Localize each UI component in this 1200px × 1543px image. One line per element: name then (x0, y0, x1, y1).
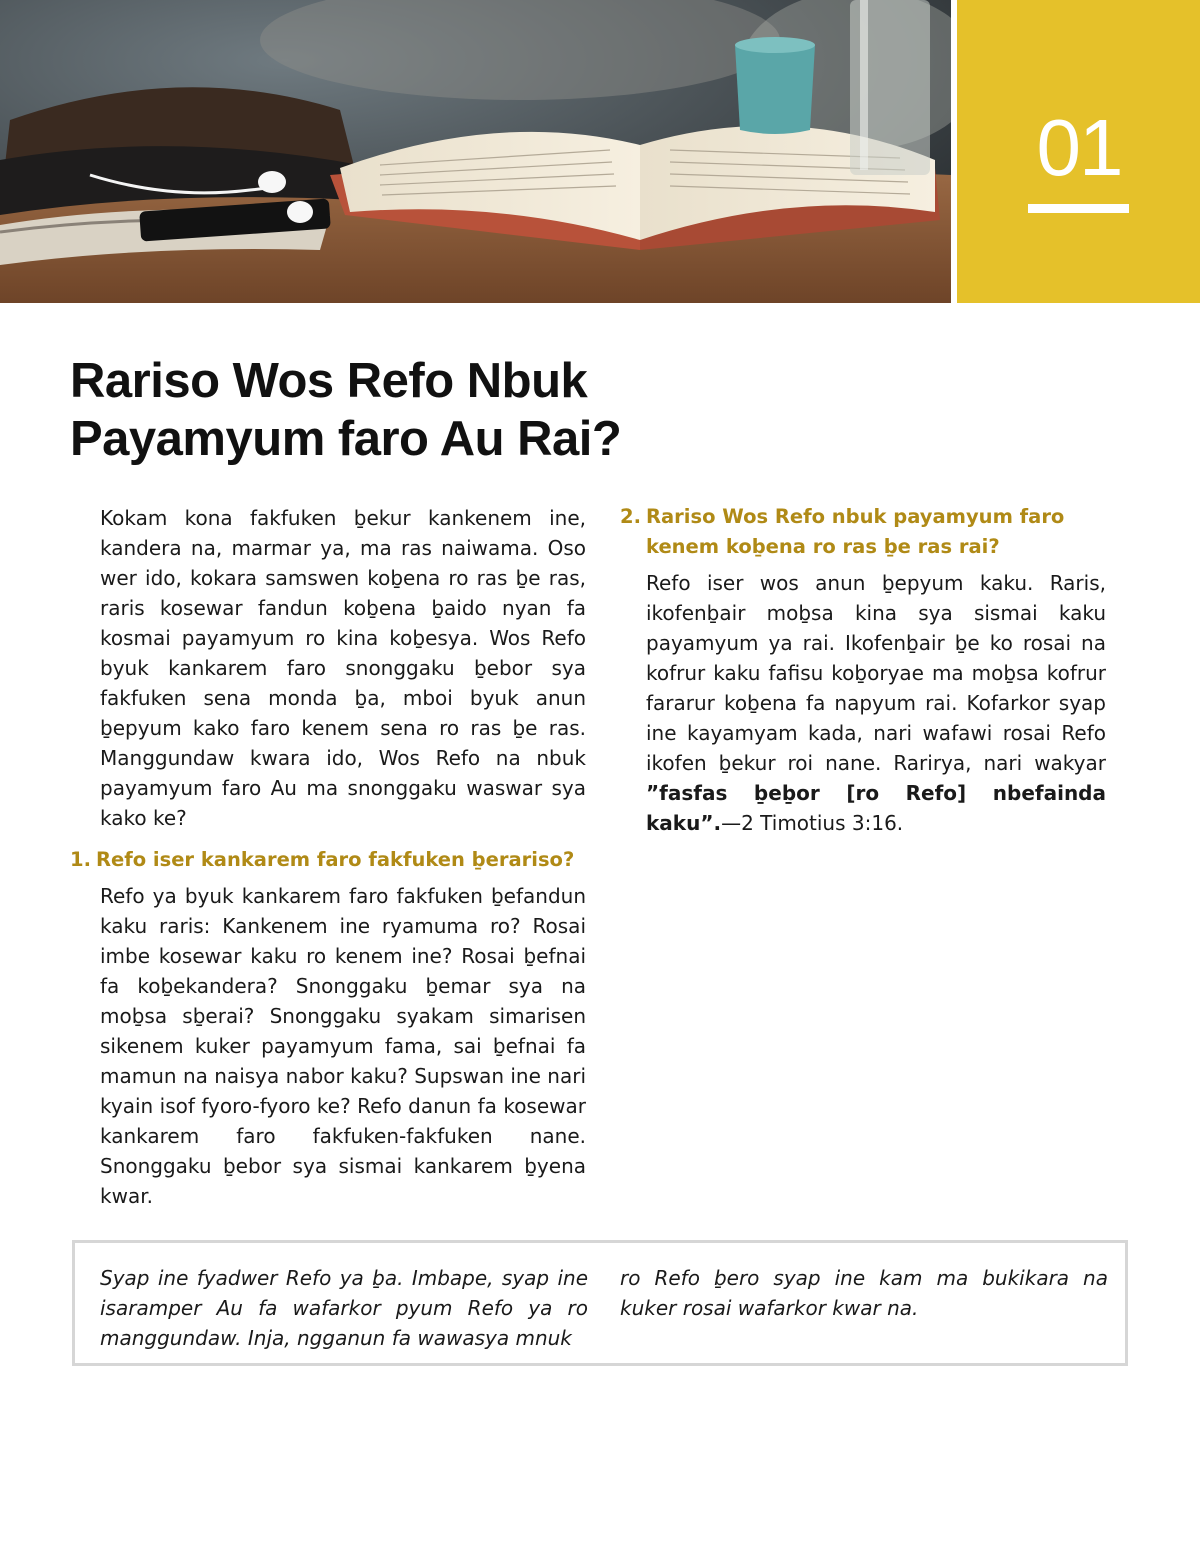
answer-2-text: Refo iser wos anun ḇepyum kaku. Raris, ikofenḇair moḇsa kina sya sismai kaku payamyum ya rai. Ikofenḇair ḇe ko rosai na kofrur kaku fafisu koḇoryae ma moḇsa kofrur fararur koḇena fa napyum rai. Kofarkor syap ine kayamyam kada, nari wafawi rosai Refo ikofen ḇekur roi nane. Rarirya, nari wakyar (646, 571, 1106, 775)
left-column (70, 503, 586, 1211)
question-2 (620, 502, 1106, 562)
bible-on-table-illustration (0, 0, 951, 303)
summary-box (72, 1240, 1128, 1366)
question-2-number: 2. (620, 505, 641, 528)
question-1 (70, 845, 586, 875)
chapter-number: 01 (1036, 103, 1122, 192)
page-title-line-2: Payamyum faro Au Rai? (70, 412, 622, 466)
question-2-text: Rariso Wos Refo nbuk payamyum faro kenem koḇena ro ras ḇe ras rai? (646, 505, 1065, 558)
answer-2-reference: —2 Timotius 3:16. (721, 811, 904, 835)
question-1-number: 1. (70, 848, 91, 871)
answer-2 (620, 568, 1106, 838)
question-1-text: Refo iser kankarem faro fakfuken ḇerariso? (96, 848, 575, 871)
answer-2-quote: ”fasfas ḇeḇor [ro Refo] nbefainda kaku”. (646, 781, 1106, 835)
summary-box-right-text: ro Refo ḇero syap ine kam ma bukikara na kuker rosai wafarkor kwar na. (620, 1266, 1108, 1320)
page-title (70, 352, 970, 468)
intro-paragraph: Kokam kona fakfuken ḇekur kankenem ine, kandera na, marmar ya, ma ras naiwama. Oso wer ido, kokara samswen koḇena ro ras ḇe ras, raris kosewar fandun koḇena ḇaido nyan fa kosmai payamyum ro kina koḇesya. Wos Refo byuk kankarem faro snonggaku ḇebor sya fakfuken sena monda ḇa, mboi byuk anun ḇepyum kako faro kenem sena ro ras ḇe ras. Manggundaw kwara ido, Wos Refo na nbuk payamyum faro Au ma snonggaku waswar sya kako ke? (100, 506, 586, 830)
answer-1: Refo ya byuk kankarem faro fakfuken ḇefandun kaku raris: Kankenem ine ryamuma ro? Rosai imbe kosewar kaku ro kenem ine? Rosai ḇefnai fa koḇekandera? Snonggaku ḇemar sya na moḇsa sḇerai? Snonggaku syakam simarisen sikenem kuker payamyum fama, sai ḇefnai fa mamun na naisya nabor kaku? Supswan ine nari kyain isof fyoro-fyoro ke? Refo danun fa kosewar kankarem faro fakfuken-fakfuken nane. Snonggaku ḇebor sya sismai kankarem ḇyena kwar. (100, 884, 586, 1208)
header-photo (0, 0, 951, 303)
summary-box-left-text: Syap ine fyadwer Refo ya ḇa. Imbape, syap ine isaramper Au fa wafarkor pyum Refo ya ro manggundaw. Inja, ngganun fa wawasya mnuk (100, 1266, 588, 1350)
right-column (620, 502, 1106, 838)
chapter-number-underline (1028, 204, 1129, 213)
page-title-line-1: Rariso Wos Refo Nbuk (70, 354, 588, 408)
